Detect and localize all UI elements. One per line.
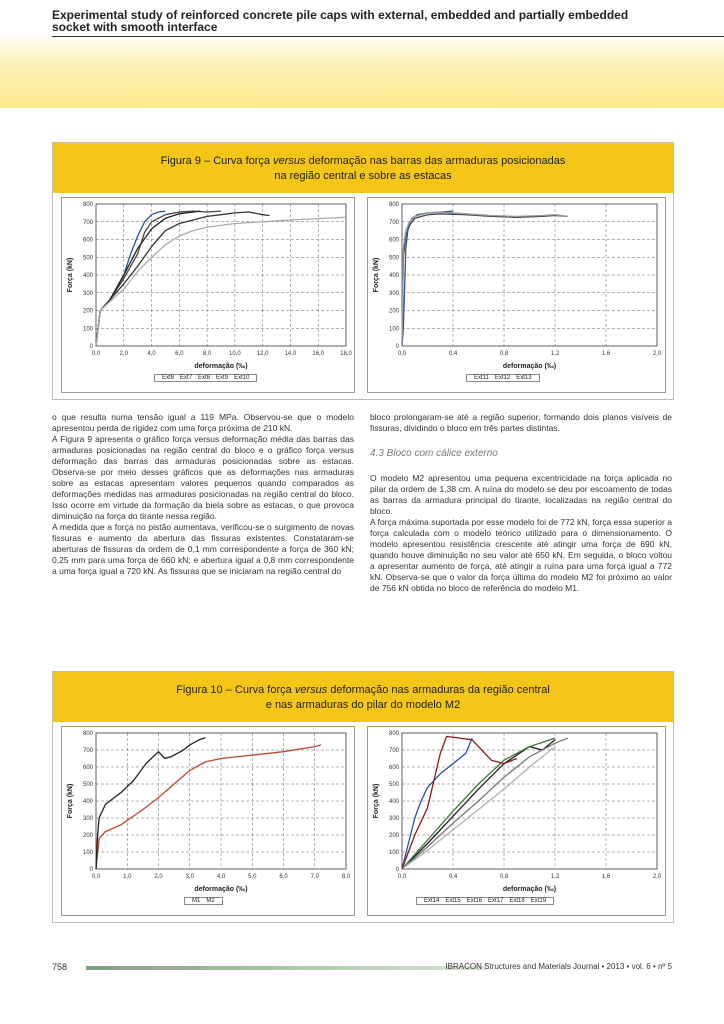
legend-item: Ext18 (509, 898, 525, 904)
caption-emphasis: versus (273, 155, 306, 167)
legend-item: Ext19 (530, 898, 547, 904)
series-line-ext15 (402, 738, 472, 869)
chart-fig10-right (367, 726, 666, 916)
y-tick-label: 100 (82, 326, 93, 333)
y-tick-label: 600 (82, 237, 93, 244)
x-tick-label: 2,0 (652, 874, 662, 880)
x-tick-label: 0,4 (448, 351, 458, 357)
legend-fig9-right (466, 374, 540, 382)
y-tick-label: 800 (82, 202, 93, 208)
y-tick-label: 800 (82, 731, 93, 737)
body-column-right (370, 412, 672, 594)
x-tick-label: 18,0 (340, 351, 352, 357)
y-tick-label: 700 (82, 219, 93, 226)
y-tick-label: 700 (388, 219, 399, 226)
legend-item: Ext11 (474, 375, 489, 381)
y-tick-label: 400 (388, 273, 399, 279)
legend-item: Ext17 (488, 898, 504, 904)
y-axis-title: Força (kN) (67, 783, 74, 819)
y-tick-label: 600 (388, 765, 399, 771)
y-tick-label: 500 (388, 255, 399, 262)
x-tick-label: 14,0 (284, 351, 297, 357)
y-tick-label: 300 (82, 816, 93, 822)
caption-text: e nas armaduras do pilar do modelo M2 (265, 699, 461, 711)
x-tick-label: 4,0 (216, 874, 226, 880)
page-header (0, 0, 724, 108)
y-tick-label: 500 (82, 782, 93, 788)
series-line-ext6 (96, 211, 221, 346)
x-tick-label: 8,0 (202, 351, 212, 357)
x-tick-label: 10,0 (229, 351, 241, 357)
legend-item: Ext9 (216, 375, 229, 381)
x-tick-label: 6,0 (175, 351, 184, 357)
x-tick-label: 5,0 (248, 874, 257, 880)
x-tick-label: 1,2 (550, 351, 560, 357)
y-tick-label: 400 (82, 273, 93, 279)
figure-9-caption (53, 143, 673, 193)
y-tick-label: 600 (82, 765, 93, 771)
series-line-ext10 (96, 217, 346, 346)
series-line-ext11 (402, 214, 568, 346)
figure-10-caption (53, 672, 673, 722)
legend-item: Ext6 (198, 375, 211, 381)
body-column-left (52, 412, 354, 577)
caption-text: na região central e sobre as estacas (274, 170, 452, 182)
y-tick-label: 0 (89, 344, 93, 350)
y-tick-label: 300 (388, 290, 399, 297)
legend-item: Ext8 (162, 375, 175, 381)
header-title: socket with smooth interface (52, 20, 218, 34)
x-axis-title: deformação (‰) (194, 363, 248, 370)
legend-item: Ext15 (445, 898, 461, 904)
page-number: 758 (52, 962, 68, 972)
legend-item: Ext14 (424, 898, 440, 904)
x-tick-label: 4,0 (147, 351, 156, 357)
y-tick-label: 100 (388, 326, 399, 333)
series-line-ext12 (402, 211, 453, 346)
header-title-cut: Experimental study of reinforced concrete pile caps with external, embedded and partially embedded (52, 8, 629, 22)
caption-emphasis: versus (294, 684, 328, 696)
legend-item: Ext12 (494, 375, 511, 381)
x-tick-label: 0,8 (499, 874, 509, 880)
paragraph: O modelo M2 apresentou uma pequena excentricidade na força aplicada no pilar da ordem de 1,38 cm. A ruína do modelo se deu por escoamento de todas as barras da armadura principal do tirante, localizadas na região central do bloco. (370, 473, 672, 516)
paragraph: o que resulta numa tensão igual a 119 MPa. Observou-se que o modelo apresentou perda de rigidez com uma força próxima de 210 kN. (52, 412, 354, 433)
x-tick-label: 6,0 (279, 874, 288, 880)
y-tick-label: 100 (388, 850, 399, 856)
y-tick-label: 200 (388, 833, 399, 839)
y-axis-title: Força (kN) (67, 257, 74, 293)
x-tick-label: 3,0 (185, 874, 194, 880)
page-footer (52, 962, 672, 976)
x-tick-label: 0,8 (499, 351, 509, 357)
y-tick-label: 200 (82, 833, 93, 839)
section-heading: 4.3 Bloco com cálice externo (370, 448, 498, 459)
x-tick-label: 1,0 (123, 874, 132, 880)
y-tick-label: 700 (82, 748, 93, 754)
series-line-m1 (96, 745, 321, 869)
legend-item: Ext13 (516, 375, 532, 381)
legend-item: M2 (206, 898, 215, 904)
caption-text: deformação nas barras das armaduras posicionadas (305, 155, 566, 167)
caption-text: deformação nas armaduras da região central (327, 684, 550, 696)
x-tick-label: 2,0 (119, 351, 128, 357)
x-tick-label: 7,0 (310, 874, 319, 880)
legend-item: Ext16 (466, 898, 483, 904)
y-tick-label: 400 (388, 799, 399, 805)
y-tick-label: 700 (388, 748, 399, 754)
y-axis-title: Força (kN) (373, 783, 380, 819)
paragraph: A medida que a força no pistão aumentava, verificou-se o surgimento de novas fissuras e aumento da abertura das fissuras existentes. Constataram-se aberturas de fissuras da ordem de 0,1 mm correspondente a força de 360 kN; 0,25 mm para uma força de 660 kN; e abertura igual a 0,8 mm correspondente a uma força igual a 720 kN. As fissuras que se iniciaram na região central do (52, 522, 354, 576)
x-axis-title: deformação (‰) (502, 886, 557, 893)
x-tick-label: 0,0 (397, 351, 407, 357)
x-tick-label: 1,6 (601, 874, 611, 880)
x-tick-label: 0,4 (448, 874, 458, 880)
figure-9 (52, 142, 674, 400)
y-tick-label: 800 (388, 202, 399, 208)
series-line-ext7 (96, 211, 165, 346)
journal-citation: IBRACON Structures and Materials Journal • 2013 • vol. 6 • nº 5 (445, 962, 672, 971)
paragraph: A Figura 9 apresenta o gráfico força versus deformação média das barras das armaduras posicionadas na região central do bloco e o gráfico força versus deformação das barras das armaduras posicionadas sobre as estacas. Observa-se por meio desses gráficos que as deformações nas armaduras sobre as estacas apresentam valores pequenos quando comparados as deformações medidas nas armaduras posicionadas na região central do bloco. Isso ocorre em virtude da formação da biela sobre as estacas, o que provoca diminuição na força do tirante nessa região. (52, 434, 354, 521)
x-tick-label: 0,0 (397, 874, 407, 880)
legend-item: Ext10 (234, 375, 250, 381)
x-tick-label: 12,0 (256, 351, 269, 357)
y-tick-label: 400 (82, 799, 93, 805)
y-axis-title: Força (kN) (373, 257, 380, 293)
legend-fig9-left (154, 374, 257, 382)
series-line-ext9 (96, 211, 200, 346)
x-tick-label: 0,0 (91, 351, 101, 357)
y-tick-label: 0 (89, 867, 93, 873)
y-tick-label: 200 (82, 308, 93, 315)
x-tick-label: 2,0 (652, 351, 662, 357)
y-tick-label: 500 (82, 255, 93, 262)
caption-text: Figura 9 – Curva força (160, 155, 274, 167)
legend-item: M1 (192, 898, 201, 904)
y-tick-label: 300 (388, 816, 399, 822)
legend-fig10-right (416, 897, 554, 905)
chart-fig9-left (61, 197, 355, 393)
x-axis-title: deformação (‰) (194, 886, 248, 893)
x-axis-title: deformação (‰) (502, 363, 557, 370)
x-tick-label: 1,2 (550, 874, 560, 880)
x-tick-label: 0,0 (91, 874, 101, 880)
y-tick-label: 600 (388, 237, 399, 244)
series-line-ext13 (402, 212, 568, 346)
y-tick-label: 500 (388, 782, 399, 788)
footer-bar (86, 966, 486, 970)
caption-text: Figura 10 – Curva força (176, 684, 295, 696)
chart-fig10-left (61, 726, 355, 916)
legend-item: Ext7 (180, 375, 193, 381)
x-tick-label: 16,0 (312, 351, 325, 357)
y-tick-label: 100 (82, 850, 93, 856)
y-tick-label: 300 (82, 290, 93, 297)
x-tick-label: 2,0 (154, 874, 163, 880)
y-tick-label: 800 (388, 731, 399, 737)
paragraph: A força máxima suportada por esse modelo foi de 772 kN, força essa superior a força calculada com o modelo teórico utilizado para o dimensionamento. O modelo apresentou resistência crescente até atingir uma força de 690 kN, quando houve diminuição no seu valor até 650 kN. Em seguida, o bloco voltou a apresentar aumento de força, até atingir a ruína para uma força igual a 772 kN. Observa-se que o valor da força última do modelo M2 foi próximo ao valor de 756 kN obtida no bloco de referência do modelo M1. (370, 517, 672, 593)
header-rule (52, 36, 724, 37)
series-line-ext18 (402, 747, 555, 869)
y-tick-label: 0 (395, 344, 399, 350)
y-tick-label: 0 (395, 867, 399, 873)
chart-fig9-right (367, 197, 666, 393)
legend-fig10-left (184, 897, 223, 905)
y-tick-label: 200 (388, 308, 399, 315)
paragraph: bloco prolongaram-se até a região superior, formando dois planos visíveis de fissuras, dividindo o bloco em três partes distintas. (370, 412, 672, 433)
x-tick-label: 8,0 (341, 874, 351, 880)
x-tick-label: 1,6 (601, 351, 611, 357)
figure-10 (52, 671, 674, 923)
